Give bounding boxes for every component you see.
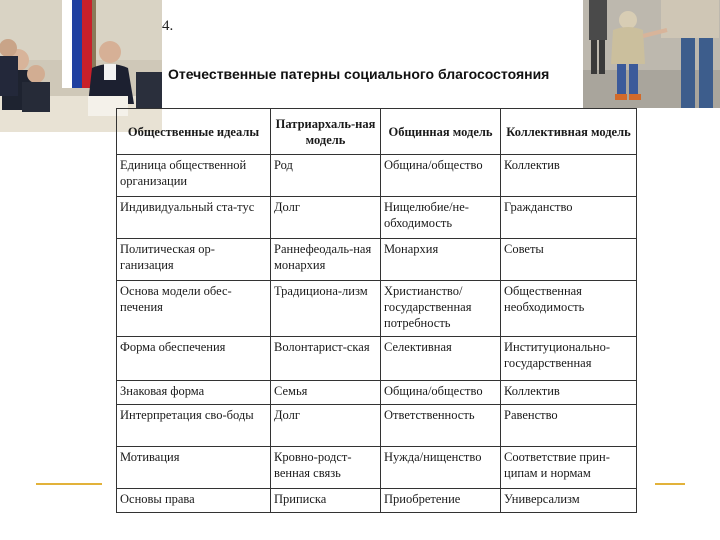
table-cell: Общественная необходимость [501, 281, 637, 337]
table-row [117, 447, 637, 489]
table-cell: Коллектив [501, 155, 637, 197]
welfare-patterns-table [116, 108, 637, 513]
table-cell: Семья [271, 381, 381, 405]
table-row [117, 489, 637, 513]
table-cell: Кровно-родст-венная связь [271, 447, 381, 489]
table-cell: Знаковая форма [117, 381, 271, 405]
slide-title: Отечественные патерны социального благосостояния [168, 66, 550, 82]
table-cell: Община/общество [381, 381, 501, 405]
table-row [117, 381, 637, 405]
table-row [117, 281, 637, 337]
table-cell: Приписка [271, 489, 381, 513]
table-header-row [117, 109, 637, 155]
decor-line-right [655, 483, 685, 485]
family-walk-photo [583, 0, 720, 108]
table-cell: Институционально-государственная [501, 337, 637, 381]
table-cell: Основы права [117, 489, 271, 513]
table-cell: Основа модели обес-печения [117, 281, 271, 337]
header-ideals: Общественные идеалы [117, 109, 271, 155]
table-cell: Долг [271, 405, 381, 447]
table-cell: Соответствие прин-ципам и нормам [501, 447, 637, 489]
table-cell: Политическая ор-ганизация [117, 239, 271, 281]
table-cell: Советы [501, 239, 637, 281]
table-row [117, 337, 637, 381]
table-cell: Долг [271, 197, 381, 239]
table-cell: Община/общество [381, 155, 501, 197]
table-cell: Универсализм [501, 489, 637, 513]
table-cell: Нужда/нищенство [381, 447, 501, 489]
header-communal: Общинная модель [381, 109, 501, 155]
table-cell: Ответственность [381, 405, 501, 447]
table-cell: Род [271, 155, 381, 197]
table-cell: Волонтарист-ская [271, 337, 381, 381]
header-patriarchal: Патриархаль-ная модель [271, 109, 381, 155]
table-cell: Приобретение [381, 489, 501, 513]
header-collective: Коллективная модель [501, 109, 637, 155]
table-cell: Нищелюбие/не-обходимость [381, 197, 501, 239]
table-cell: Равенство [501, 405, 637, 447]
table-row [117, 239, 637, 281]
table-cell: Традициона-лизм [271, 281, 381, 337]
table-row [117, 405, 637, 447]
table-cell: Коллектив [501, 381, 637, 405]
table-row [117, 155, 637, 197]
table-cell: Мотивация [117, 447, 271, 489]
slide-number: 4. [162, 18, 174, 34]
table-cell: Монархия [381, 239, 501, 281]
table-cell: Раннефеодаль-ная монархия [271, 239, 381, 281]
table-cell: Селективная [381, 337, 501, 381]
table-cell: Христианство/ государственная потребность [381, 281, 501, 337]
table-cell: Единица общественной организации [117, 155, 271, 197]
table-row [117, 197, 637, 239]
decor-line-left [36, 483, 102, 485]
table-cell: Гражданство [501, 197, 637, 239]
table-cell: Индивидуальный ста-тус [117, 197, 271, 239]
table-cell: Форма обеспечения [117, 337, 271, 381]
table-cell: Интерпретация сво-боды [117, 405, 271, 447]
